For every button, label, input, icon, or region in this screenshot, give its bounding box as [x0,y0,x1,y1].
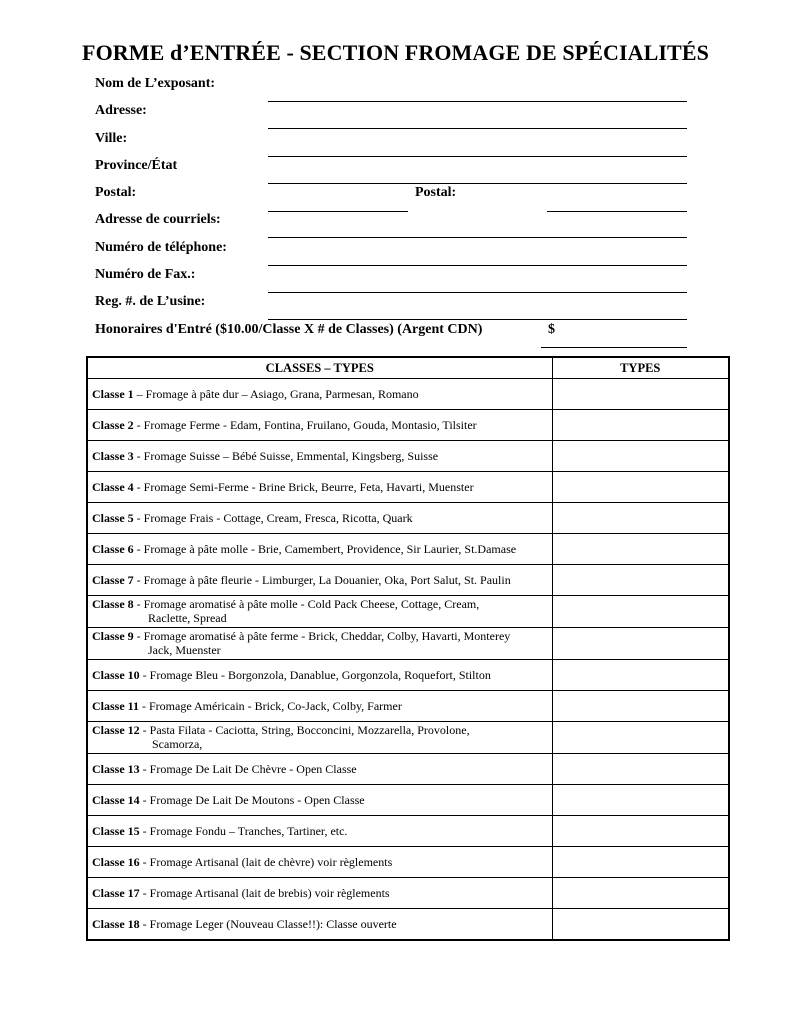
types-entry-cell[interactable] [552,691,729,722]
address-field[interactable] [268,128,687,129]
class-text: - Fromage à pâte molle - Brie, Camembert, Providence, Sir Laurier, St.Damase [133,542,517,556]
class-text: - Fromage Américain - Brick, Co-Jack, Colby, Farmer [139,699,402,713]
types-entry-cell[interactable] [552,596,729,628]
class-number: Classe 17 [92,886,140,900]
class-description [87,847,552,878]
exhibitor-name-label: Nom de L’exposant: [95,76,216,91]
class-text: - Fromage Suisse – Bébé Suisse, Emmental, Kingsberg, Suisse [133,449,439,463]
phone-field[interactable] [268,265,687,266]
class-description [87,785,552,816]
city-label: Ville: [95,131,128,146]
email-field[interactable] [268,237,687,238]
city-field[interactable] [268,156,687,157]
types-entry-cell[interactable] [552,785,729,816]
types-entry-cell[interactable] [552,847,729,878]
class-text: - Fromage Semi-Ferme - Brine Brick, Beurre, Feta, Havarti, Muenster [133,480,474,494]
types-entry-cell[interactable] [552,628,729,660]
class-number: Classe 14 [92,793,140,807]
table-row [87,816,729,847]
fax-label: Numéro de Fax.: [95,267,196,282]
class-description [87,410,552,441]
email-label: Adresse de courriels: [95,212,221,227]
class-text: - Fromage Leger (Nouveau Classe!!): Classe ouverte [139,917,397,931]
types-entry-cell[interactable] [552,565,729,596]
table-row [87,565,729,596]
class-text: - Fromage De Lait De Moutons - Open Classe [139,793,365,807]
class-description [87,660,552,691]
class-number: Classe 7 [92,573,134,587]
class-description [87,816,552,847]
province-field[interactable] [268,183,687,184]
table-row [87,847,729,878]
types-entry-cell[interactable] [552,410,729,441]
class-description [87,534,552,565]
table-row [87,379,729,410]
class-text: - Fromage Bleu - Borgonzola, Danablue, Gorgonzola, Roquefort, Stilton [139,668,491,682]
postal-label-2: Postal: [415,185,457,200]
fax-field[interactable] [268,292,687,293]
class-number: Classe 6 [92,542,134,556]
class-text: - Fromage Artisanal (lait de chèvre) voir règlements [139,855,393,869]
table-row [87,909,729,941]
table-row [87,441,729,472]
class-description [87,565,552,596]
types-entry-cell[interactable] [552,754,729,785]
class-description [87,628,552,660]
class-number: Classe 4 [92,480,134,494]
class-number: Classe 16 [92,855,140,869]
class-text: - Fromage Ferme - Edam, Fontina, Fruilano, Gouda, Montasio, Tilsiter [133,418,477,432]
postal-field-2[interactable] [547,211,687,212]
classes-table [86,356,730,941]
class-number: Classe 5 [92,511,134,525]
types-entry-cell[interactable] [552,441,729,472]
postal-label: Postal: [95,185,137,200]
class-text: - Fromage Frais - Cottage, Cream, Fresca, Ricotta, Quark [133,511,413,525]
class-number: Classe 13 [92,762,140,776]
class-text: - Pasta Filata - Caciotta, String, Bocconcini, Mozzarella, Provolone, [139,723,470,737]
class-description [87,472,552,503]
class-number: Classe 10 [92,668,140,682]
class-text-continued: Raclette, Spread [148,611,227,625]
class-text: – Fromage à pâte dur – Asiago, Grana, Parmesan, Romano [133,387,419,401]
class-number: Classe 11 [92,699,140,713]
class-text: - Fromage aromatisé à pâte molle - Cold Pack Cheese, Cottage, Cream, [133,597,480,611]
class-description [87,596,552,628]
table-row [87,534,729,565]
class-number: Classe 9 [92,629,134,643]
plant-reg-field[interactable] [268,319,687,320]
table-row [87,503,729,534]
types-entry-cell[interactable] [552,816,729,847]
table-row [87,596,729,628]
class-number: Classe 8 [92,597,134,611]
table-header-row [87,357,729,379]
class-description [87,379,552,410]
class-description [87,503,552,534]
types-entry-cell[interactable] [552,534,729,565]
class-description [87,691,552,722]
class-description [87,441,552,472]
class-number: Classe 2 [92,418,134,432]
phone-label: Numéro de téléphone: [95,240,227,255]
plant-reg-label: Reg. #. de L’usine: [95,294,206,309]
class-description [87,754,552,785]
class-text: - Fromage Artisanal (lait de brebis) voir règlements [139,886,390,900]
province-label: Province/État [95,158,178,173]
class-text: - Fromage De Lait De Chèvre - Open Classe [139,762,357,776]
fee-label: Honoraires d'Entré ($10.00/Classe X # de Classes) (Argent CDN) [95,322,483,337]
table-row [87,691,729,722]
page-title: FORME d’ENTRÉE - SECTION FROMAGE DE SPÉCIALITÉS [82,40,709,65]
fee-dollar-sign: $ [548,322,555,337]
types-entry-cell[interactable] [552,472,729,503]
class-description [87,722,552,754]
class-description [87,878,552,909]
class-text: - Fromage aromatisé à pâte ferme - Brick, Cheddar, Colby, Havarti, Monterey [133,629,511,643]
table-row [87,754,729,785]
class-number: Classe 12 [92,723,140,737]
class-description [87,909,552,941]
class-number: Classe 18 [92,917,140,931]
types-entry-cell[interactable] [552,722,729,754]
class-number: Classe 3 [92,449,134,463]
types-entry-cell[interactable] [552,660,729,691]
address-label: Adresse: [95,103,147,118]
table-row [87,628,729,660]
types-entry-cell[interactable] [552,878,729,909]
table-row [87,660,729,691]
class-text: - Fromage Fondu – Tranches, Tartiner, etc. [139,824,348,838]
class-text-continued: Jack, Muenster [148,643,221,657]
postal-field[interactable] [268,211,408,212]
table-row [87,722,729,754]
table-row [87,472,729,503]
types-entry-cell[interactable] [552,909,729,941]
class-number: Classe 1 [92,387,134,401]
types-entry-cell[interactable] [552,379,729,410]
table-row [87,878,729,909]
class-text: - Fromage à pâte fleurie - Limburger, La Douanier, Oka, Port Salut, St. Paulin [133,573,511,587]
classes-types-header: CLASSES – TYPES [87,357,552,379]
table-row [87,410,729,441]
table-row [87,785,729,816]
types-header: TYPES [552,357,729,379]
fee-field[interactable] [541,347,687,348]
class-text-continued: Scamorza, [152,737,203,751]
types-entry-cell[interactable] [552,503,729,534]
exhibitor-name-field[interactable] [268,101,687,102]
class-number: Classe 15 [92,824,140,838]
